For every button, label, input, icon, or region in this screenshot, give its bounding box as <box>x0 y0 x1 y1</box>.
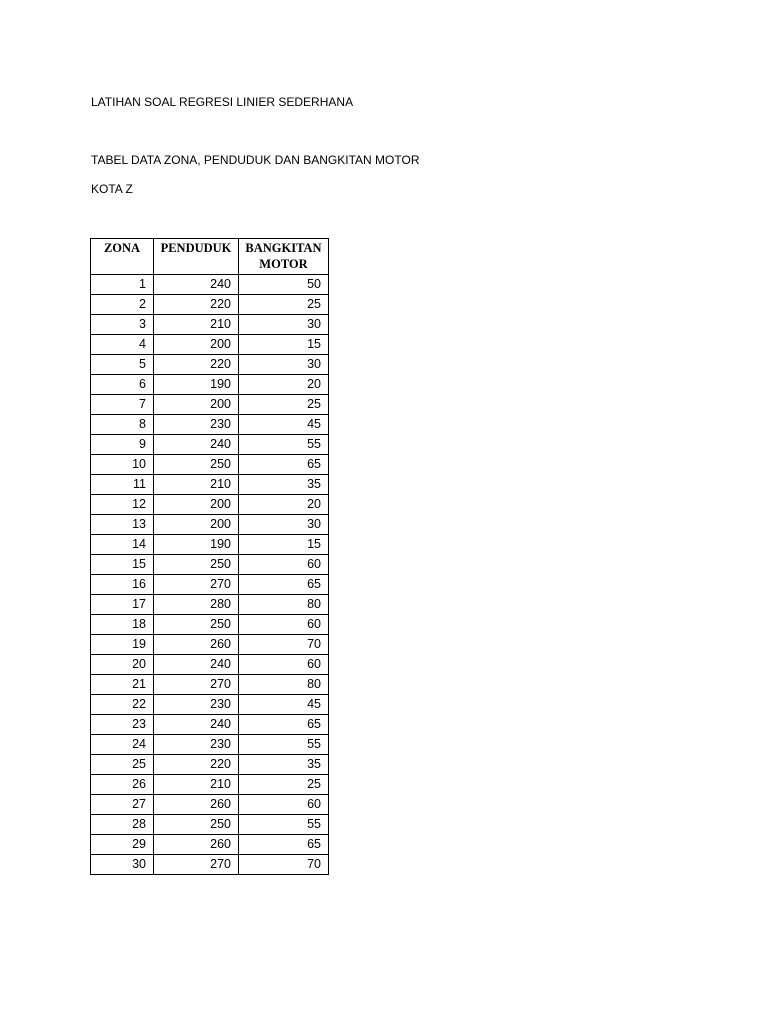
cell-penduduk: 260 <box>154 795 239 815</box>
cell-bangkitan-motor: 20 <box>239 495 329 515</box>
cell-penduduk: 230 <box>154 695 239 715</box>
cell-bangkitan-motor: 55 <box>239 735 329 755</box>
cell-penduduk: 210 <box>154 775 239 795</box>
table-row <box>91 535 329 555</box>
cell-zona: 23 <box>91 715 154 735</box>
table-row <box>91 595 329 615</box>
cell-bangkitan-motor: 65 <box>239 835 329 855</box>
cell-penduduk: 270 <box>154 855 239 875</box>
data-table <box>90 238 329 875</box>
cell-bangkitan-motor: 65 <box>239 715 329 735</box>
cell-zona: 22 <box>91 695 154 715</box>
cell-bangkitan-motor: 15 <box>239 335 329 355</box>
cell-penduduk: 190 <box>154 375 239 395</box>
cell-zona: 27 <box>91 795 154 815</box>
table-title: TABEL DATA ZONA, PENDUDUK DAN BANGKITAN MOTOR <box>91 153 420 167</box>
cell-bangkitan-motor: 30 <box>239 315 329 335</box>
city-label: KOTA Z <box>91 182 133 196</box>
cell-penduduk: 240 <box>154 655 239 675</box>
table-row <box>91 295 329 315</box>
cell-zona: 3 <box>91 315 154 335</box>
cell-zona: 29 <box>91 835 154 855</box>
table-row <box>91 495 329 515</box>
table-row <box>91 415 329 435</box>
cell-zona: 8 <box>91 415 154 435</box>
cell-bangkitan-motor: 70 <box>239 855 329 875</box>
cell-penduduk: 240 <box>154 715 239 735</box>
cell-zona: 15 <box>91 555 154 575</box>
table-row <box>91 575 329 595</box>
cell-penduduk: 280 <box>154 595 239 615</box>
table-row <box>91 655 329 675</box>
table-row <box>91 735 329 755</box>
cell-penduduk: 200 <box>154 515 239 535</box>
cell-penduduk: 210 <box>154 315 239 335</box>
cell-bangkitan-motor: 30 <box>239 515 329 535</box>
cell-bangkitan-motor: 65 <box>239 455 329 475</box>
table-row <box>91 855 329 875</box>
cell-penduduk: 240 <box>154 435 239 455</box>
cell-bangkitan-motor: 80 <box>239 675 329 695</box>
cell-penduduk: 200 <box>154 335 239 355</box>
cell-bangkitan-motor: 70 <box>239 635 329 655</box>
cell-bangkitan-motor: 35 <box>239 475 329 495</box>
cell-zona: 26 <box>91 775 154 795</box>
header-bangkitan-motor: BANGKITAN MOTOR <box>239 239 329 275</box>
table-row <box>91 395 329 415</box>
cell-zona: 5 <box>91 355 154 375</box>
cell-penduduk: 200 <box>154 395 239 415</box>
cell-penduduk: 210 <box>154 475 239 495</box>
table-row <box>91 815 329 835</box>
cell-zona: 19 <box>91 635 154 655</box>
cell-bangkitan-motor: 65 <box>239 575 329 595</box>
cell-penduduk: 230 <box>154 735 239 755</box>
table-row <box>91 795 329 815</box>
header-zona: ZONA <box>91 239 154 275</box>
table-row <box>91 835 329 855</box>
cell-penduduk: 250 <box>154 455 239 475</box>
cell-zona: 4 <box>91 335 154 355</box>
cell-zona: 16 <box>91 575 154 595</box>
table-row <box>91 635 329 655</box>
table-row <box>91 675 329 695</box>
cell-zona: 21 <box>91 675 154 695</box>
cell-penduduk: 250 <box>154 615 239 635</box>
table-row <box>91 695 329 715</box>
cell-bangkitan-motor: 45 <box>239 695 329 715</box>
table-row <box>91 315 329 335</box>
cell-zona: 2 <box>91 295 154 315</box>
table-row <box>91 455 329 475</box>
cell-zona: 28 <box>91 815 154 835</box>
cell-bangkitan-motor: 15 <box>239 535 329 555</box>
cell-penduduk: 230 <box>154 415 239 435</box>
cell-bangkitan-motor: 55 <box>239 815 329 835</box>
table-row <box>91 335 329 355</box>
cell-bangkitan-motor: 45 <box>239 415 329 435</box>
cell-zona: 10 <box>91 455 154 475</box>
table-row <box>91 615 329 635</box>
table-row <box>91 355 329 375</box>
cell-bangkitan-motor: 55 <box>239 435 329 455</box>
table-row <box>91 375 329 395</box>
cell-zona: 14 <box>91 535 154 555</box>
cell-zona: 17 <box>91 595 154 615</box>
cell-penduduk: 220 <box>154 355 239 375</box>
cell-penduduk: 250 <box>154 555 239 575</box>
cell-bangkitan-motor: 30 <box>239 355 329 375</box>
cell-zona: 30 <box>91 855 154 875</box>
document-heading: LATIHAN SOAL REGRESI LINIER SEDERHANA <box>91 95 354 109</box>
cell-penduduk: 270 <box>154 675 239 695</box>
cell-penduduk: 220 <box>154 755 239 775</box>
cell-penduduk: 260 <box>154 835 239 855</box>
cell-penduduk: 260 <box>154 635 239 655</box>
cell-bangkitan-motor: 80 <box>239 595 329 615</box>
table-row <box>91 475 329 495</box>
table-header-row <box>91 239 329 275</box>
cell-bangkitan-motor: 60 <box>239 655 329 675</box>
cell-zona: 24 <box>91 735 154 755</box>
table-row <box>91 775 329 795</box>
cell-zona: 25 <box>91 755 154 775</box>
cell-bangkitan-motor: 25 <box>239 395 329 415</box>
cell-bangkitan-motor: 60 <box>239 555 329 575</box>
cell-zona: 6 <box>91 375 154 395</box>
cell-zona: 20 <box>91 655 154 675</box>
cell-penduduk: 190 <box>154 535 239 555</box>
cell-penduduk: 240 <box>154 275 239 295</box>
cell-zona: 18 <box>91 615 154 635</box>
cell-bangkitan-motor: 50 <box>239 275 329 295</box>
cell-bangkitan-motor: 20 <box>239 375 329 395</box>
cell-zona: 7 <box>91 395 154 415</box>
cell-bangkitan-motor: 60 <box>239 615 329 635</box>
cell-bangkitan-motor: 60 <box>239 795 329 815</box>
table-row <box>91 515 329 535</box>
cell-zona: 1 <box>91 275 154 295</box>
cell-penduduk: 220 <box>154 295 239 315</box>
table-body <box>91 275 329 875</box>
cell-zona: 9 <box>91 435 154 455</box>
table-row <box>91 715 329 735</box>
cell-penduduk: 270 <box>154 575 239 595</box>
cell-bangkitan-motor: 35 <box>239 755 329 775</box>
table-row <box>91 555 329 575</box>
cell-penduduk: 250 <box>154 815 239 835</box>
cell-zona: 13 <box>91 515 154 535</box>
table-row <box>91 435 329 455</box>
cell-zona: 11 <box>91 475 154 495</box>
cell-bangkitan-motor: 25 <box>239 295 329 315</box>
header-penduduk: PENDUDUK <box>154 239 239 275</box>
cell-bangkitan-motor: 25 <box>239 775 329 795</box>
cell-zona: 12 <box>91 495 154 515</box>
table-row <box>91 275 329 295</box>
cell-penduduk: 200 <box>154 495 239 515</box>
table-row <box>91 755 329 775</box>
